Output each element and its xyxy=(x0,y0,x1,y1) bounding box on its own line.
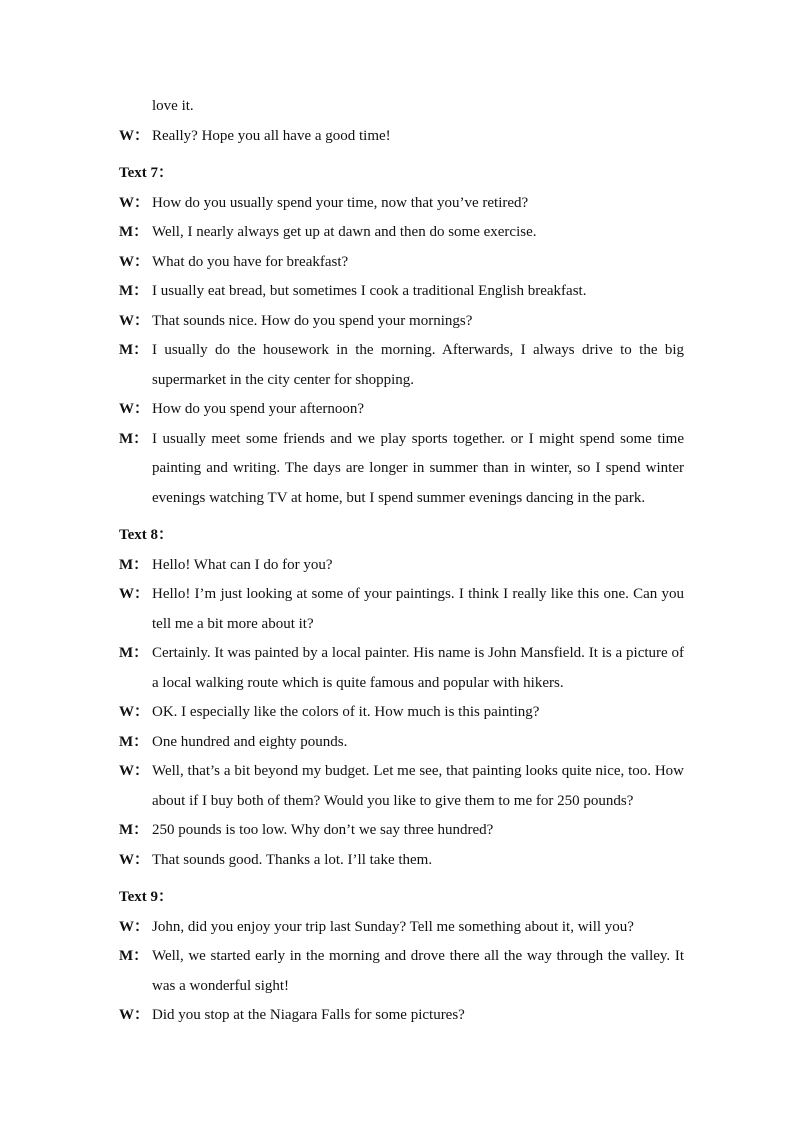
speaker-label: M： xyxy=(119,645,149,661)
dialogue-line xyxy=(119,728,684,758)
utterance: How do you usually spend your time, now that you’ve retired? xyxy=(152,194,529,211)
section-heading: Text 7： xyxy=(119,165,174,181)
utterance: Really? Hope you all have a good time! xyxy=(152,127,391,144)
dialogue-line xyxy=(119,248,684,278)
speaker-label: W： xyxy=(119,253,150,270)
speaker-label: W： xyxy=(119,194,150,211)
utterance: Well, we started early in the morning and drove there all the way through the valley. It was a wonderful sight! xyxy=(152,948,684,994)
dialogue-line xyxy=(119,277,684,307)
dialogue-line xyxy=(119,307,684,337)
speaker-label: M： xyxy=(119,822,149,838)
utterance: Hello! I’m just looking at some of your paintings. I think I really like this one. Can you tell me a bit more about it? xyxy=(152,586,684,632)
utterance: Hello! What can I do for you? xyxy=(152,556,333,573)
speaker-label: W： xyxy=(119,918,150,935)
speaker-label: W： xyxy=(119,763,150,779)
utterance: OK. I especially like the colors of it. How much is this painting? xyxy=(152,704,540,720)
dialogue-line xyxy=(119,122,684,152)
dialogue-line xyxy=(119,425,684,514)
transcript xyxy=(119,92,684,1031)
dialogue-line xyxy=(119,189,684,219)
utterance: I usually eat bread, but sometimes I cook a traditional English breakfast. xyxy=(152,283,587,299)
dialogue-line xyxy=(119,395,684,425)
speaker-label: M： xyxy=(119,430,149,447)
utterance: One hundred and eighty pounds. xyxy=(152,733,348,750)
speaker-label: M： xyxy=(119,283,149,299)
speaker-label: W： xyxy=(119,586,150,602)
speaker-label: M： xyxy=(119,733,149,750)
dialogue-line xyxy=(119,698,684,728)
utterance: I usually meet some friends and we play sports together. or I might spend some time painting and writing. The days are longer in summer than in winter, so I spend winter evenings watching TV at home, but I spend summer evenings dancing in the park. xyxy=(152,430,684,506)
dialogue-line xyxy=(119,580,684,639)
speaker-label: W： xyxy=(119,704,150,720)
speaker-label: W： xyxy=(119,312,150,329)
utterance: Did you stop at the Niagara Falls for some pictures? xyxy=(152,1007,465,1023)
dialogue-line xyxy=(119,942,684,1001)
dialogue-line xyxy=(119,913,684,943)
speaker-label: M： xyxy=(119,948,149,964)
utterance: How do you spend your afternoon? xyxy=(152,401,365,417)
section-heading: Text 8： xyxy=(119,527,174,543)
dialogue-line xyxy=(119,1001,684,1031)
speaker-label: M： xyxy=(119,342,149,358)
dialogue-line xyxy=(119,336,684,395)
speaker-label: M： xyxy=(119,556,149,573)
utterance: I usually do the housework in the morning. Afterwards, I always drive to the big supermarket in the city center for shopping. xyxy=(152,342,684,388)
utterance: Certainly. It was painted by a local painter. His name is John Mansfield. It is a picture of a local walking route which is quite famous and popular with hikers. xyxy=(152,645,684,691)
dialogue-line xyxy=(119,218,684,248)
utterance: John, did you enjoy your trip last Sunday? Tell me something about it, will you? xyxy=(152,918,634,935)
utterance: What do you have for breakfast? xyxy=(152,253,349,270)
dialogue-line xyxy=(119,551,684,581)
utterance: 250 pounds is too low. Why don’t we say three hundred? xyxy=(152,822,494,838)
utterance: That sounds nice. How do you spend your mornings? xyxy=(152,312,473,329)
continuation-text: love it. xyxy=(152,98,194,114)
utterance: Well, I nearly always get up at dawn and then do some exercise. xyxy=(152,224,537,240)
section-heading: Text 9： xyxy=(119,889,174,905)
dialogue-line xyxy=(119,757,684,816)
speaker-label: W： xyxy=(119,851,150,868)
dialogue-line xyxy=(119,846,684,876)
speaker-label: M： xyxy=(119,224,149,240)
utterance: Well, that’s a bit beyond my budget. Let me see, that painting looks quite nice, too. How about if I buy both of them? Would you like to give them to me for 250 pounds? xyxy=(152,763,684,809)
dialogue-line xyxy=(119,816,684,846)
dialogue-line xyxy=(119,639,684,698)
utterance: That sounds good. Thanks a lot. I’ll take them. xyxy=(152,851,433,868)
speaker-label: W： xyxy=(119,127,150,144)
speaker-label: W： xyxy=(119,1007,150,1023)
speaker-label: W： xyxy=(119,401,150,417)
